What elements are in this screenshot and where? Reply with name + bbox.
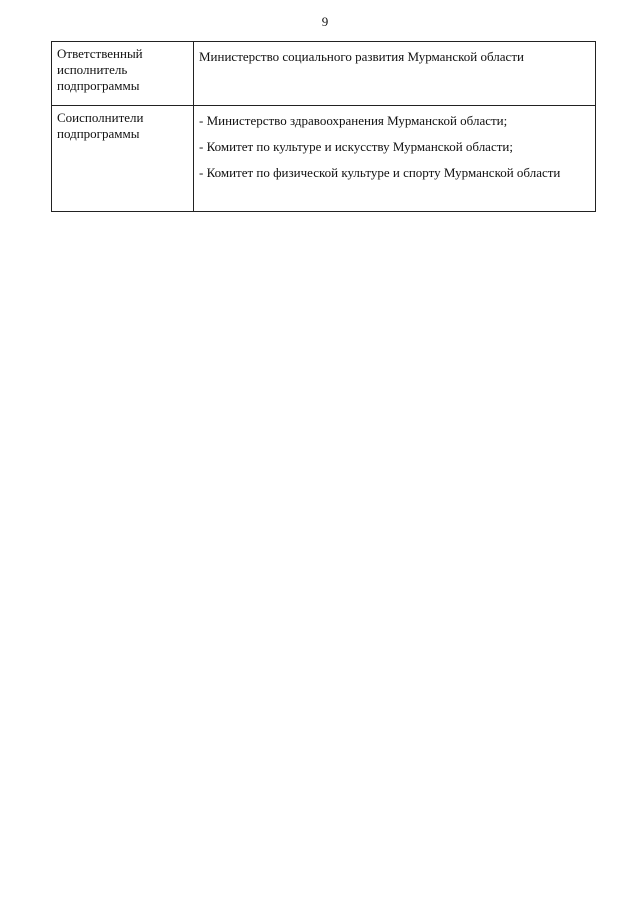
table-row-co-executors xyxy=(52,106,596,212)
table-row-responsible-executor xyxy=(52,42,596,106)
co-executor-item: - Комитет по физической культуре и спорту Мурманской области xyxy=(199,165,561,180)
label-cell xyxy=(52,42,194,106)
co-executor-item: - Министерство здравоохранения Мурманской области; xyxy=(199,113,508,128)
subprogram-passport-table xyxy=(51,41,596,212)
responsible-executor-label: Ответственный исполнитель подпрограммы xyxy=(57,46,143,93)
page-number: 9 xyxy=(321,14,329,29)
value-cell xyxy=(194,42,596,106)
responsible-executor-value: Министерство социального развития Мурманской области xyxy=(199,49,524,64)
co-executors-label: Соисполнители подпрограммы xyxy=(57,110,144,141)
label-cell xyxy=(52,106,194,212)
value-cell xyxy=(194,106,596,212)
co-executor-item: - Комитет по культуре и искусству Мурманской области; xyxy=(199,139,513,154)
